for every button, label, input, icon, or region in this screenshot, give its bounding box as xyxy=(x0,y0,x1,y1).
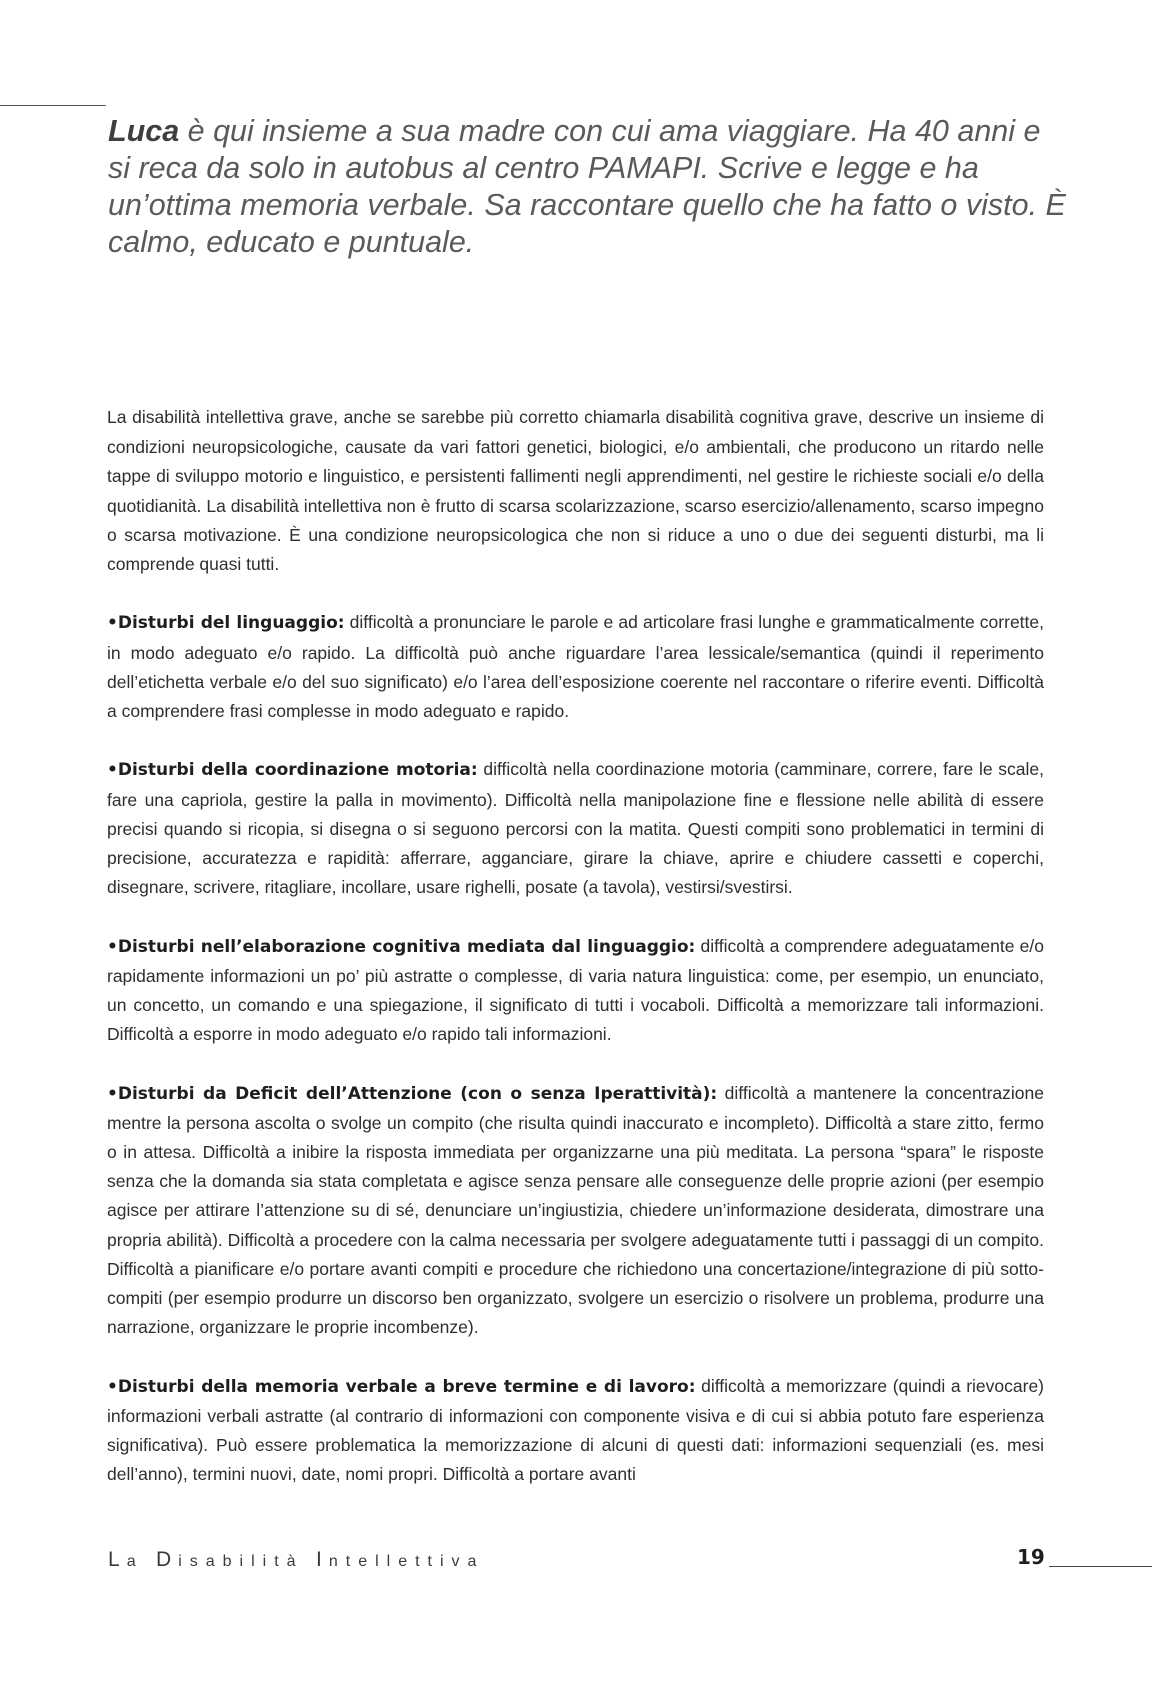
paragraph-introduction xyxy=(107,403,1044,579)
body-text xyxy=(107,403,1044,1519)
footer-title-initial: I xyxy=(316,1548,329,1571)
paragraph-text: La disabilità intellettiva grave, anche se sarebbe più corretto chiamarla disabilità cognitiva grave, descrive un insieme di condizioni neuropsicologiche, causate da vari fattori genetici, biologici, e/o ambientali, che producono un ritardo nelle tappe di sviluppo motorio e linguistico, e persistenti fallimenti negli apprendimenti, nel gestire le richieste sociali e/o della quotidianità. La disabilità intellettiva non è frutto di scarsa scolarizzazione, scarso esercizio/allenamento, scarso impegno o scarsa motivazione. È una condizione neuropsicologica che non si riduce a uno o due dei seguenti disturbi, ma li comprende quasi tutti. xyxy=(107,407,1044,575)
footer-title-initial: L xyxy=(108,1548,127,1571)
paragraph-attention-deficit xyxy=(107,1079,1044,1343)
intro-name: Luca xyxy=(108,114,180,148)
paragraph-text: difficoltà a memorizzare (quindi a rievocare) informazioni verbali astratte (al contrario di informazioni con componente visiva e di cui si abbia potuto fare esperienza significativa). Può essere problematica la memorizzazione di alcuni di questi dati: informazioni sequenziali (es. mesi dell’anno), termini nuovi, date, nomi propri. Difficoltà a portare avanti xyxy=(107,1375,1044,1485)
paragraph-text: difficoltà nella coordinazione motoria (camminare, correre, fare le scale, fare una capriola, gestire la palla in movimento). Difficoltà nella manipolazione fine e flessione nelle abilità di essere precisi quando si ricopia, si disegna o si seguono percorsi con la matita. Questi compiti sono problematici in termini di precisione, accuratezza e rapidità: afferrare, agganciare, girare la chiave, aprire e chiudere cassetti e coperchi, disegnare, scrivere, ritagliare, incollare, usare righelli, posate (a tavola), vestirsi/svestirsi. xyxy=(107,759,1044,898)
page-number: 19 xyxy=(1017,1545,1045,1569)
paragraph-label: •Disturbi nell’elaborazione cognitiva mediata dal linguaggio: xyxy=(107,936,696,957)
paragraph-label: •Disturbi della memoria verbale a breve termine e di lavoro: xyxy=(107,1376,696,1397)
running-footer-title xyxy=(108,1548,484,1572)
footer-title-part: ntellettiva xyxy=(328,1553,485,1570)
paragraph-text: difficoltà a mantenere la concentrazione mentre la persona ascolta o svolge un compito (che risulta quindi inaccurato e incompleto). Difficoltà a stare zitto, fermo o in attesa. Difficoltà a inibire la risposta immediata per organizzarne una più meditata. La persona “spara” le risposte senza che la domanda sia stata completata e agisce senza pensare alle conseguenze delle proprie azioni (per esempio agisce per attirare l’attenzione su di sé, denunciare un’ingiustizia, chiedere un’informazione desiderata, dimostrare una propria abilità). Difficoltà a procedere con la calma necessaria per svolgere adeguatamente tutti i passaggi di un compito. Difficoltà a pianificare e/o portare avanti compiti e procedure che richiedono una concertazione/integrazione di più sotto-compiti (per esempio produrre un discorso ben organizzato, svolgere un esercizio o risolvere un problema, produrre una narrazione, organizzare le proprie incombenze). xyxy=(107,1082,1044,1338)
paragraph-verbal-memory xyxy=(107,1372,1044,1490)
intro-quote xyxy=(108,113,1068,261)
bottom-rule xyxy=(1049,1566,1152,1567)
paragraph-label: •Disturbi da Deficit dell’Attenzione (con o senza Iperattività): xyxy=(107,1083,718,1104)
paragraph-text: difficoltà a comprendere adeguatamente e/o rapidamente informazioni un po’ più astratte o complesse, di varia natura linguistica: come, per esempio, un enunciato, un concetto, un comando e una spiegazione, il significato di tutti i vocaboli. Difficoltà a memorizzare tali informazioni. Difficoltà a esporre in modo adeguato e/o rapido tali informazioni. xyxy=(107,935,1044,1045)
top-rule xyxy=(0,105,106,106)
footer-title-part: a xyxy=(126,1553,157,1570)
paragraph-language-disorders xyxy=(107,608,1044,726)
paragraph-label: •Disturbi del linguaggio: xyxy=(107,613,345,634)
paragraph-cognitive-processing xyxy=(107,932,1044,1050)
footer-title-initial: D xyxy=(156,1548,179,1571)
paragraph-text: difficoltà a pronunciare le parole e ad articolare frasi lunghe e grammaticalmente corrette, in modo adeguato e/o rapido. La difficoltà può anche riguardare l’area lessicale/semantica (quindi il reperimento dell’etichetta verbale e/o del suo significato) e/o l’area dell’esposizione coerente nel raccontare o riferire eventi. Difficoltà a comprendere frasi complesse in modo adeguato e rapido. xyxy=(107,612,1044,722)
footer-title-part: isabilità xyxy=(178,1553,317,1570)
paragraph-label: •Disturbi della coordinazione motoria: xyxy=(107,760,478,781)
paragraph-motor-coordination xyxy=(107,755,1044,902)
intro-text: è qui insieme a sua madre con cui ama viaggiare. Ha 40 anni e si reca da solo in autobus al centro PAMAPI. Scrive e legge e ha un’ottima memoria verbale. Sa raccontare quello che ha fatto o visto. È calmo, educato e puntuale. xyxy=(108,114,1066,259)
